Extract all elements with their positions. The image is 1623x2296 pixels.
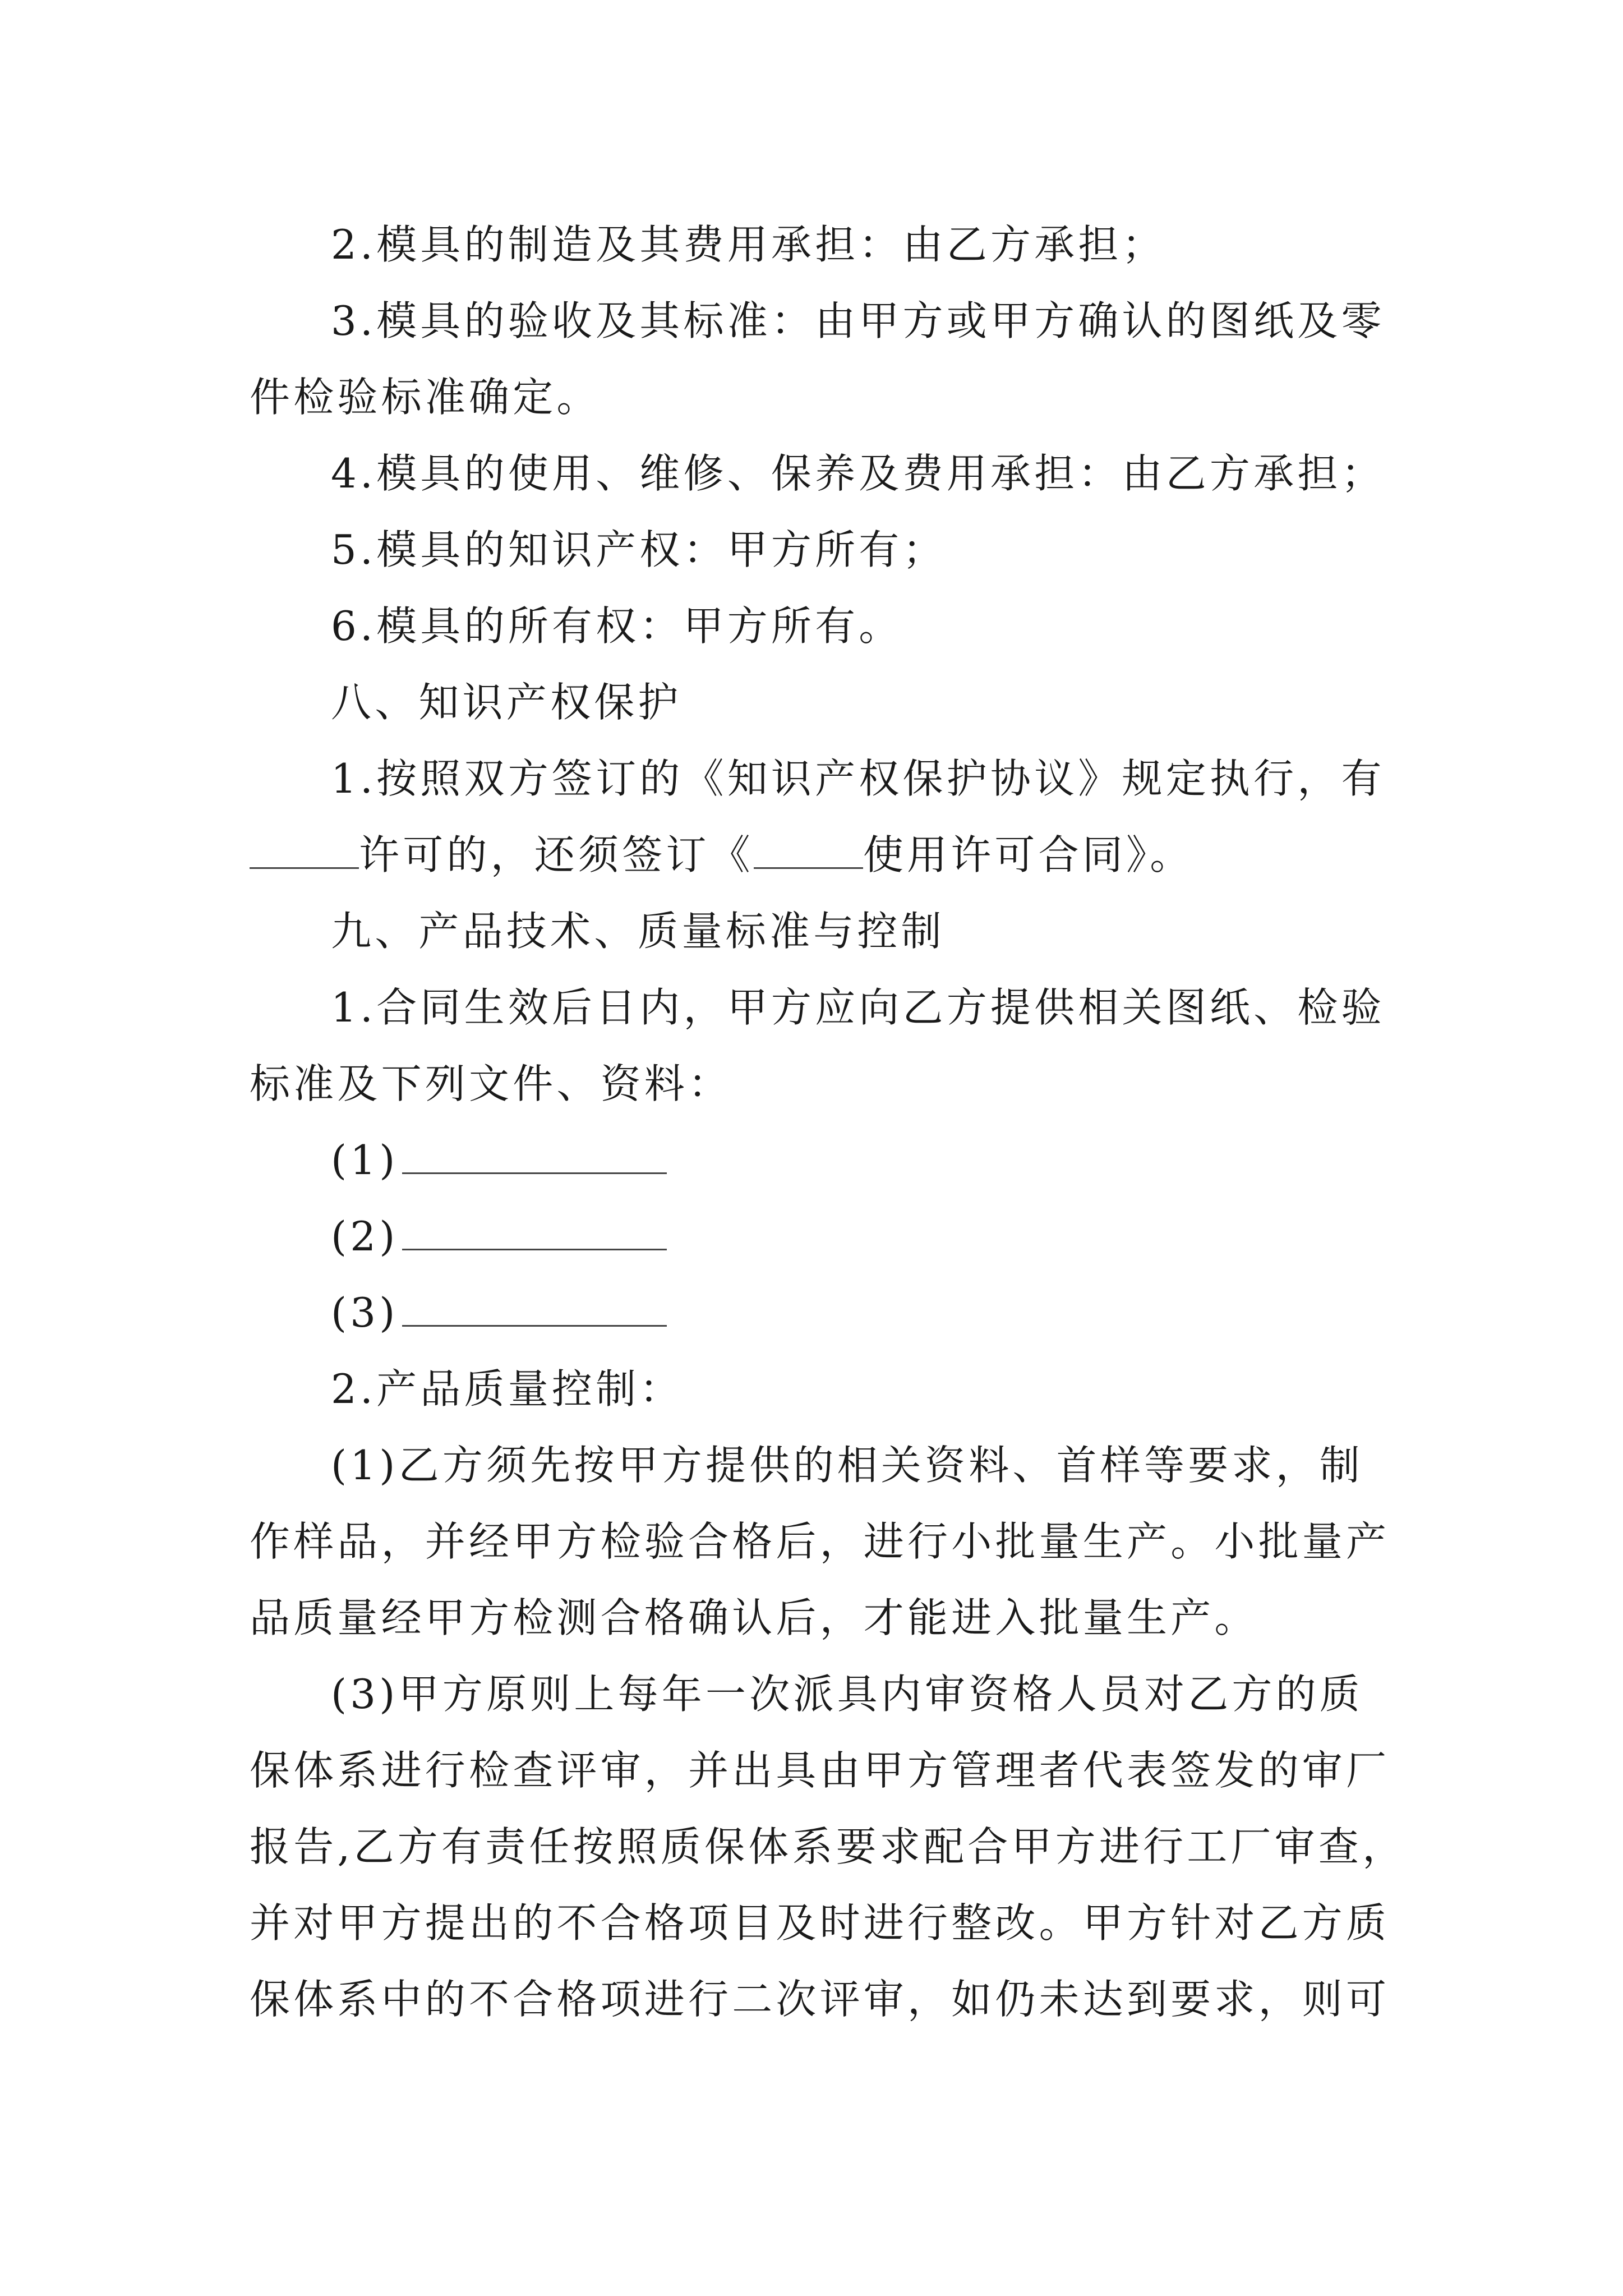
blank-document-3 — [402, 1290, 667, 1327]
list-item-document-3 — [331, 1287, 667, 1338]
clause-mold-ownership: 6.模具的所有权：甲方所有。 — [331, 602, 903, 650]
clause-sample-production: (1)乙方须先按甲方提供的相关资料、首样等要求，制 — [331, 1442, 1363, 1489]
clause-internal-audit: (3)甲方原则上每年一次派具内审资格人员对乙方的质 — [331, 1671, 1363, 1718]
list-item-number: (1) — [331, 1137, 399, 1184]
clause-internal-audit-cont-1: 保体系进行检查评审，并出具由甲方管理者代表签发的审厂 — [250, 1747, 1390, 1794]
blank-document-2 — [402, 1214, 667, 1250]
clause-quality-control: 2.产品质量控制： — [331, 1365, 684, 1412]
clause-sample-production-cont-1: 作样品，并经甲方检验合格后，进行小批量生产。小批量产 — [250, 1518, 1390, 1565]
section-heading-quality: 九、产品技术、质量标准与控制 — [331, 908, 945, 955]
blank-document-1 — [402, 1138, 667, 1174]
clause-documents-provide: 1.合同生效后日内，甲方应向乙方提供相关图纸、检验 — [331, 984, 1385, 1031]
list-item-number: (2) — [331, 1213, 399, 1260]
section-heading-ip-protection: 八、知识产权保护 — [331, 679, 682, 726]
clause-internal-audit-cont-3: 并对甲方提出的不合格项目及时进行整改。甲方针对乙方质 — [250, 1899, 1390, 1947]
clause-sample-production-cont-2: 品质量经甲方检测合格确认后，才能进入批量生产。 — [250, 1594, 1258, 1641]
clause-ip-agreement: 1.按照双方签订的《知识产权保护协议》规定执行，有 — [331, 755, 1385, 802]
text-license-required: 许可的，还须签订《 — [359, 831, 754, 878]
clause-ip-agreement-cont — [250, 830, 1193, 880]
text-license-contract: 使用许可合同》。 — [863, 831, 1194, 878]
clause-documents-provide-cont: 标准及下列文件、资料： — [250, 1060, 732, 1107]
clause-mold-ip: 5.模具的知识产权：甲方所有； — [331, 526, 947, 573]
clause-internal-audit-cont-4: 保体系中的不合格项进行二次评审，如仍未达到要求，则可 — [250, 1976, 1390, 2023]
clause-mold-acceptance-cont: 件检验标准确定。 — [250, 374, 601, 421]
list-item-number: (3) — [331, 1289, 399, 1336]
clause-mold-manufacture: 2.模具的制造及其费用承担：由乙方承担； — [331, 221, 1166, 268]
clause-mold-maintenance: 4.模具的使用、维修、保养及费用承担：由乙方承担； — [331, 450, 1385, 497]
blank-license-name — [754, 832, 863, 869]
blank-license-type — [250, 832, 359, 869]
list-item-document-1 — [331, 1135, 667, 1185]
list-item-document-2 — [331, 1211, 667, 1262]
clause-internal-audit-cont-2: 报告,乙方有责任按照质保体系要求配合甲方进行工厂审查， — [250, 1823, 1407, 1870]
clause-mold-acceptance: 3.模具的验收及其标准：由甲方或甲方确认的图纸及零 — [331, 297, 1385, 344]
